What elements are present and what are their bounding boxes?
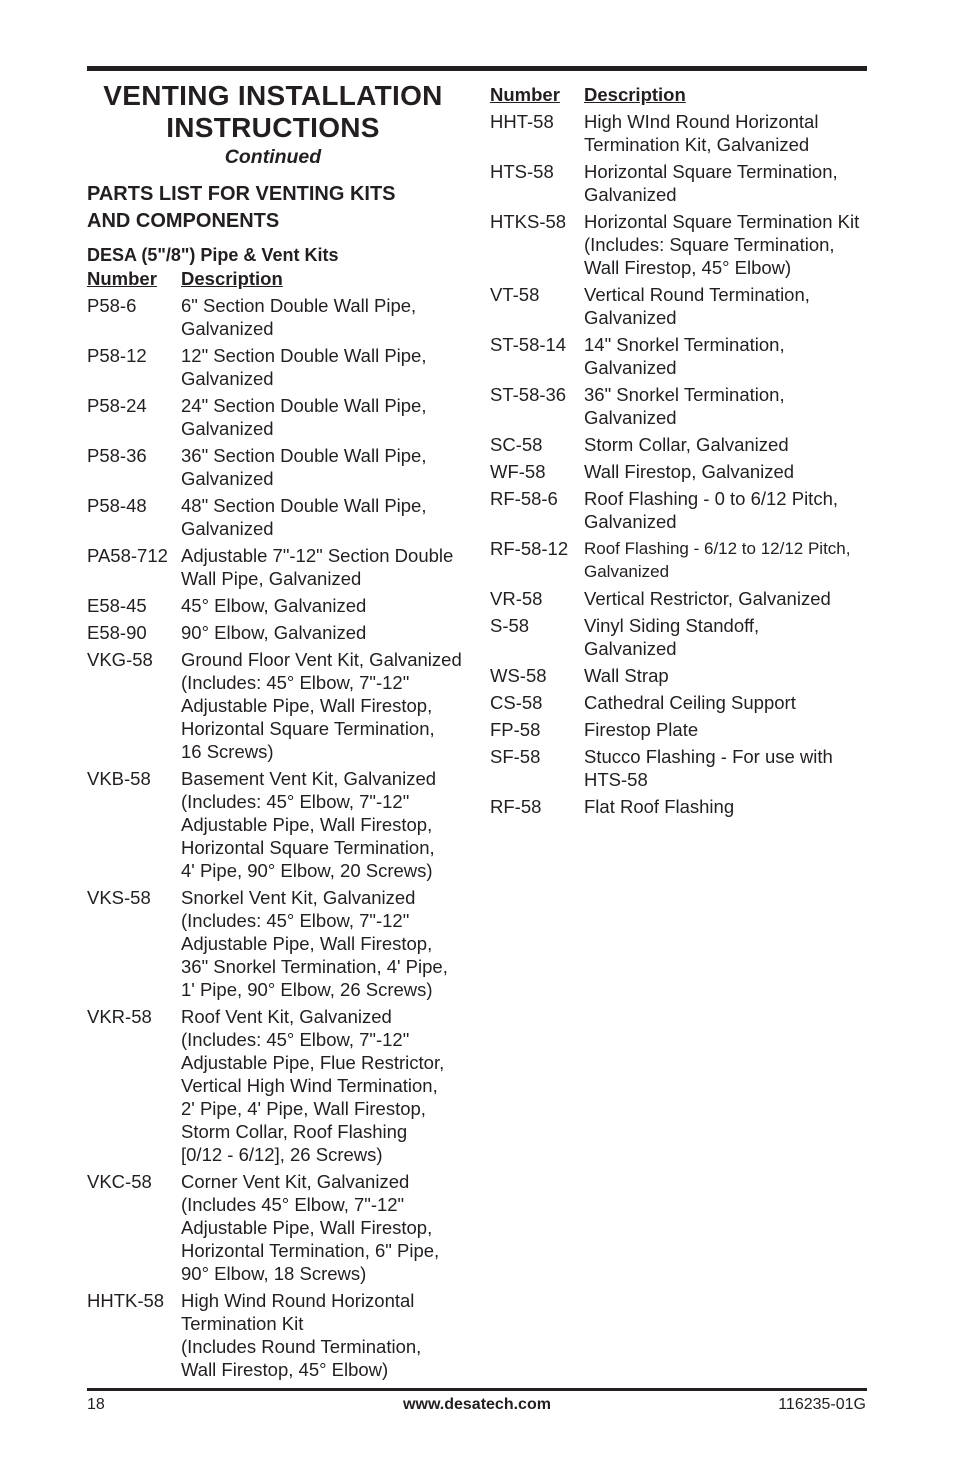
table-row [490,718,875,741]
table-row [490,664,875,687]
part-number: HHT-58 [490,111,554,132]
part-description: Vertical Restrictor, Galvanized [584,588,831,609]
part-description: 90° Elbow, Galvanized [181,622,367,643]
title-line-1: VENTING INSTALLATION [103,80,443,111]
part-number: VKR-58 [87,1006,152,1027]
part-description: Firestop Plate [584,719,699,740]
part-description: Roof Flashing - 0 to 6/12 Pitch, Galvanized [584,488,838,532]
table-row [490,537,875,583]
part-number: VT-58 [490,284,540,305]
section-title-line-2: AND COMPONENTS [87,210,280,232]
table-row [490,160,875,206]
document-number: 116235-01G [778,1396,866,1413]
part-number: VKB-58 [87,768,151,789]
top-rule [87,66,867,71]
part-number: ST-58-36 [490,384,567,405]
part-number: S-58 [490,615,530,636]
part-number: PA58-712 [87,545,168,566]
part-number: CS-58 [490,692,543,713]
page-subtitle: Continued [224,146,322,168]
table-row [490,460,875,483]
part-number: E58-45 [87,595,147,616]
part-number: RF-58-12 [490,538,569,559]
table-row [87,621,472,644]
part-number: HTS-58 [490,161,554,182]
part-description: 6" Section Double Wall Pipe, Galvanized [181,295,417,339]
table-row [490,433,875,456]
table-row [490,614,875,660]
part-number: HTKS-58 [490,211,567,232]
part-description: 12" Section Double Wall Pipe, Galvanized [181,345,427,389]
part-description: Roof Flashing - 6/12 to 12/12 Pitch, Galvanized [584,539,851,581]
part-description: Horizontal Square Termination, Galvanized [584,161,838,205]
part-number: VKC-58 [87,1171,152,1192]
part-description: Adjustable 7"-12" Section Double Wall Pipe, Galvanized [181,545,454,589]
table-row [87,394,472,440]
table-row [87,494,472,540]
left-table-body [87,294,472,1381]
part-number: ST-58-14 [490,334,567,355]
table-row [87,886,472,1001]
part-description: Vinyl Siding Standoff, Galvanized [584,615,760,659]
table-row [87,1005,472,1166]
part-description: 45° Elbow, Galvanized [181,595,367,616]
section-title-line-1: PARTS LIST FOR VENTING KITS [87,183,396,205]
part-number: P58-12 [87,345,147,366]
part-description: 24" Section Double Wall Pipe, Galvanized [181,395,427,439]
table-row [87,294,472,340]
table-row [490,795,875,818]
bottom-rule [87,1388,867,1391]
part-description: 48" Section Double Wall Pipe, Galvanized [181,495,427,539]
part-number: RF-58 [490,796,542,817]
part-number: SC-58 [490,434,543,455]
table-row [490,333,875,379]
part-number: WF-58 [490,461,546,482]
part-description: Storm Collar, Galvanized [584,434,789,455]
title-line-2: INSTRUCTIONS [166,112,380,143]
part-description: Wall Strap [584,665,669,686]
part-number: WS-58 [490,665,547,686]
part-number: RF-58-6 [490,488,558,509]
part-description: Snorkel Vent Kit, Galvanized (Includes: 45° Elbow, 7"-12" Adjustable Pipe, Wall Firestop, 36" Snorkel Termination, 4' Pipe, 1' Pipe, 90° Elbow, 26 Screws) [181,887,448,1000]
part-description: Cathedral Ceiling Support [584,692,796,713]
part-number: HHTK-58 [87,1290,165,1311]
part-description: Corner Vent Kit, Galvanized (Includes 45° Elbow, 7"-12" Adjustable Pipe, Wall Firestop, Horizontal Termination, 6" Pipe, 90° Elbow, 18 Screws) [181,1171,440,1284]
table-row [87,594,472,617]
part-description: 14" Snorkel Termination, Galvanized [584,334,785,378]
table-row [87,444,472,490]
table-row [490,487,875,533]
table-row [490,110,875,156]
part-description: Stucco Flashing - For use with HTS-58 [584,746,833,790]
table-row [490,383,875,429]
table-row [490,745,875,791]
column-header-description: Description [584,84,686,105]
part-description: 36" Snorkel Termination, Galvanized [584,384,785,428]
part-description: Roof Vent Kit, Galvanized (Includes: 45° Elbow, 7"-12" Adjustable Pipe, Flue Restrictor, Vertical High Wind Termination, 2' Pipe, 4' Pipe, Wall Firestop, Storm Collar, Roof Flashing [0/12 - 6/12], 26 Screws) [181,1006,445,1165]
part-number: E58-90 [87,622,147,643]
part-number: VKG-58 [87,649,153,670]
section-title [87,181,472,235]
page-number: 18 [87,1396,105,1413]
table-row [87,767,472,882]
table-row [87,344,472,390]
table-row [87,648,472,763]
part-description: Horizontal Square Termination Kit (Includes: Square Termination, Wall Firestop, 45° Elbow) [584,211,860,278]
table-row [490,691,875,714]
part-number: VR-58 [490,588,543,609]
table-row [490,283,875,329]
column-header-number: Number [87,268,157,289]
part-description: Wall Firestop, Galvanized [584,461,795,482]
part-number: FP-58 [490,719,541,740]
table-row [490,587,875,610]
part-description: High WInd Round Horizontal Termination Kit, Galvanized [584,111,819,155]
column-header-description: Description [181,268,283,289]
part-description: Basement Vent Kit, Galvanized (Includes: 45° Elbow, 7"-12" Adjustable Pipe, Wall Firestop, Horizontal Square Termination, 4' Pipe, 90° Elbow, 20 Screws) [181,768,437,881]
part-description: Flat Roof Flashing [584,796,735,817]
part-number: SF-58 [490,746,541,767]
part-description: High Wind Round Horizontal Termination Kit (Includes Round Termination, Wall Firestop, 45° Elbow) [181,1290,422,1380]
right-column [490,80,875,822]
table-row [490,210,875,279]
part-description: Ground Floor Vent Kit, Galvanized (Includes: 45° Elbow, 7"-12" Adjustable Pipe, Wall Firestop, Horizontal Square Termination, 16 Screws) [181,649,462,762]
right-table-body [490,110,875,818]
column-header-number: Number [490,84,560,105]
kit-title: DESA (5"/8") Pipe & Vent Kits [87,245,339,265]
part-description: Vertical Round Termination, Galvanized [584,284,810,328]
part-number: P58-36 [87,445,147,466]
part-number: P58-48 [87,495,147,516]
page-title [87,80,459,144]
table-row [87,544,472,590]
part-number: VKS-58 [87,887,151,908]
part-description: 36" Section Double Wall Pipe, Galvanized [181,445,427,489]
part-number: P58-6 [87,295,137,316]
right-table-header [490,83,875,106]
table-row [87,1289,472,1381]
left-table-header [87,267,472,290]
website-link[interactable]: www.desatech.com [403,1396,551,1413]
part-number: P58-24 [87,395,147,416]
table-row [87,1170,472,1285]
left-column [87,80,472,1385]
